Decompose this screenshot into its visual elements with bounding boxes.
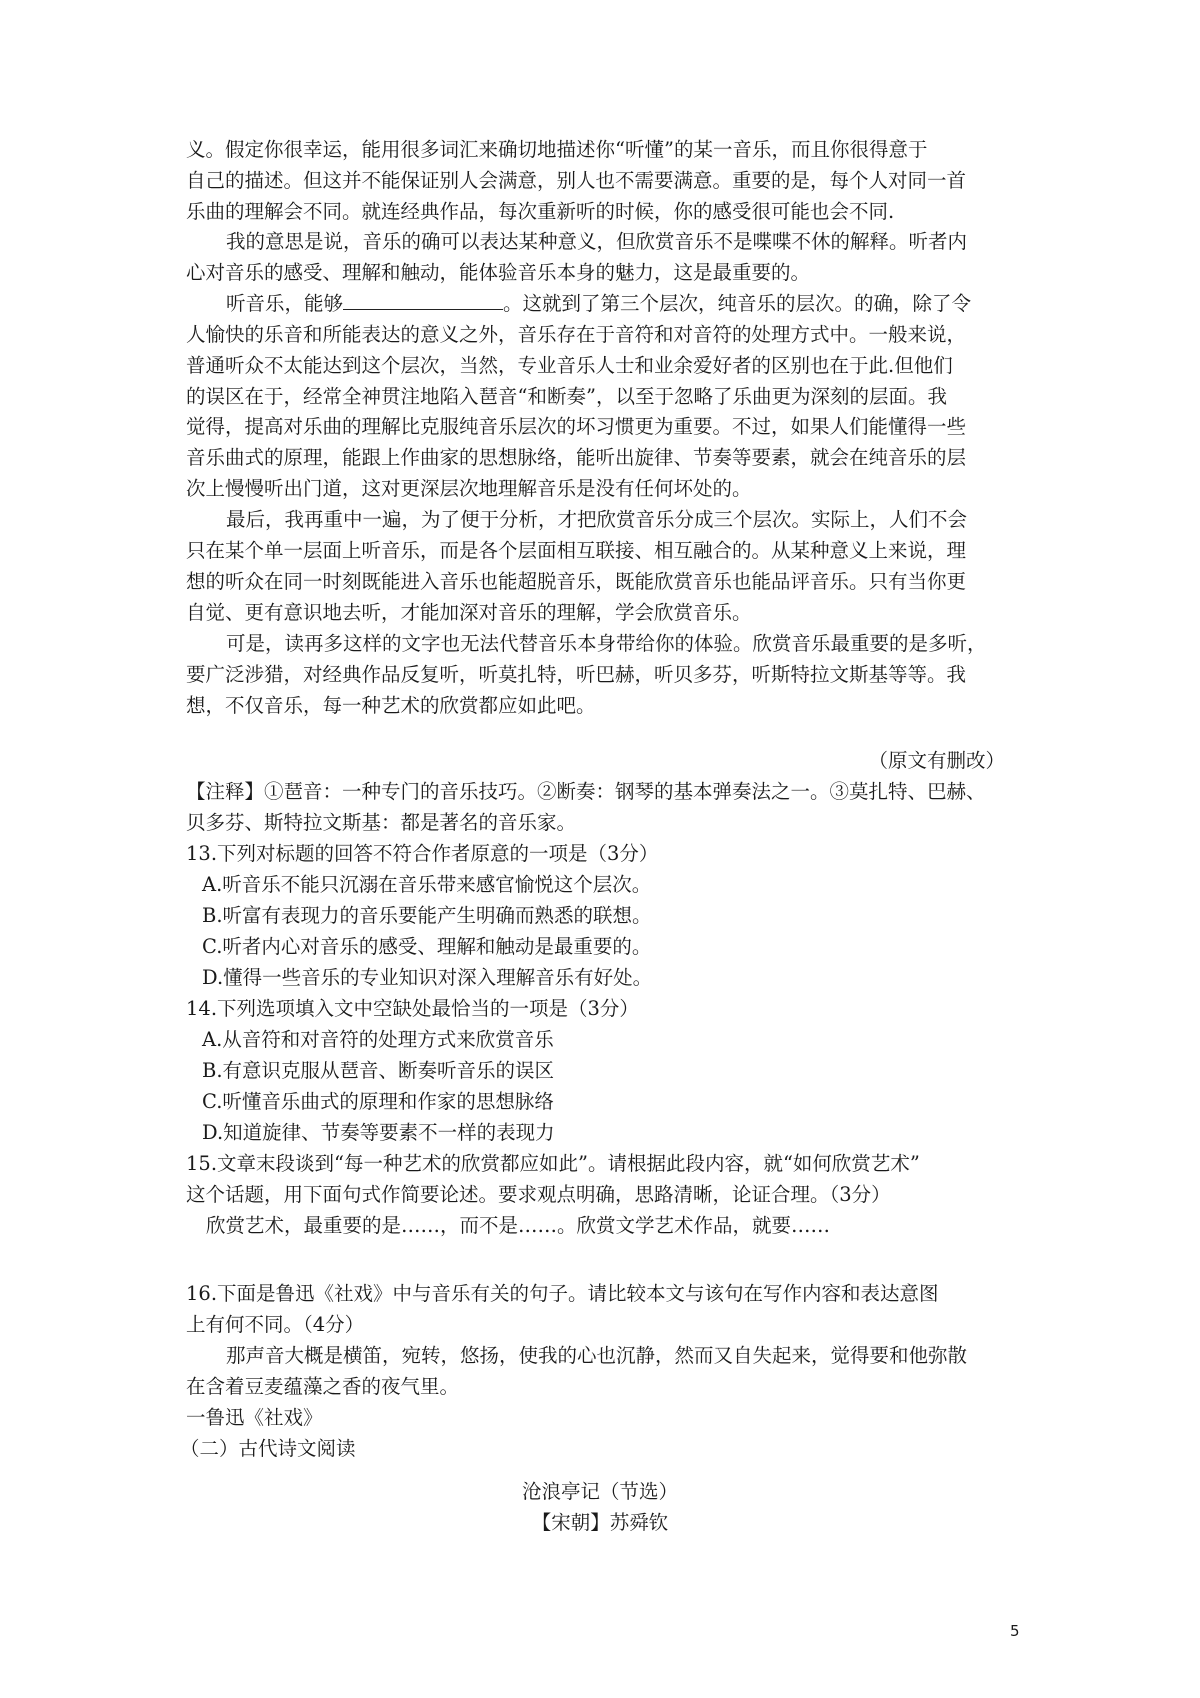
passage-line: 乐曲的理解会不同。就连经典作品，每次重新听的时候，你的感受很可能也会不同.	[186, 200, 895, 223]
page-number: 5	[1010, 1622, 1020, 1640]
passage-line: 我的意思是说，音乐的确可以表达某种意义，但欣赏音乐不是喋喋不休的解释。听者内	[226, 230, 968, 253]
question-16-quote: 那声音大概是横笛，宛转，悠扬，使我的心也沉静，然而又自失起来，觉得要和他弥散	[226, 1344, 968, 1367]
passage-line: 义。假定你很幸运，能用很多词汇来确切地描述你“听懂”的某一音乐，而且你很得意于	[186, 138, 928, 161]
passage-line: 想的听众在同一时刻既能进入音乐也能超脱音乐，既能欣赏音乐也能品评音乐。只有当你更	[186, 570, 967, 593]
passage-text: 。这就到了第三个层次，纯音乐的层次。的确，除了令	[503, 292, 972, 315]
passage-line: 要广泛涉猎，对经典作品反复听，听莫扎特，听巴赫，听贝多芬，听斯特拉文斯基等等。我	[186, 663, 967, 686]
passage-line: 音乐曲式的原理，能跟上作曲家的思想脉络，能听出旋律、节奏等要素，就会在纯音乐的层	[186, 446, 967, 469]
question-14-option-a[interactable]: A.从音符和对音符的处理方式来欣赏音乐	[202, 1028, 554, 1051]
passage-line: 最后，我再重中一遍，为了便于分析，才把欣赏音乐分成三个层次。实际上，人们不会	[226, 508, 968, 531]
fill-in-blank[interactable]	[343, 291, 503, 310]
passage-line: 自觉、更有意识地去听，才能加深对音乐的理解，学会欣赏音乐。	[186, 601, 752, 624]
question-15-stem: 这个话题，用下面句式作简要论述。要求观点明确，思路清晰，论证合理。（3分）	[186, 1183, 891, 1206]
question-16-stem: 16.下面是鲁迅《社戏》中与音乐有关的句子。请比较本文与该句在写作内容和表达意图	[186, 1282, 939, 1305]
question-14-option-d[interactable]: D.知道旋律、节奏等要素不一样的表现力	[202, 1121, 555, 1144]
section-heading: （二）古代诗文阅读	[180, 1437, 356, 1460]
question-14-stem: 14.下列选项填入文中空缺处最恰当的一项是（3分）	[186, 997, 639, 1020]
passage-line: 可是，读再多这样的文字也无法代替音乐本身带给你的体验。欣赏音乐最重要的是多听，	[226, 632, 987, 655]
passage-line: 只在某个单一层面上听音乐，而是各个层面相互联接、相互融合的。从某种意义上来说，理	[186, 539, 967, 562]
question-16-stem: 上有何不同。（4分）	[186, 1313, 365, 1336]
source-note: （原文有删改）	[868, 749, 1005, 772]
question-14-option-b[interactable]: B.有意识克服从琶音、断奏听音乐的误区	[202, 1059, 555, 1082]
passage-line-with-blank	[226, 289, 971, 319]
question-13-option-a[interactable]: A.听音乐不能只沉溺在音乐带来感官愉悦这个层次。	[202, 873, 652, 896]
passage-line: 人愉快的乐音和所能表达的意义之外，音乐存在于音符和对音符的处理方式中。一般来说，	[186, 323, 967, 346]
question-13-option-d[interactable]: D.懂得一些音乐的专业知识对深入理解音乐有好处。	[202, 966, 653, 989]
passage-line: 心对音乐的感受、理解和触动，能体验音乐本身的魅力，这是最重要的。	[186, 261, 811, 284]
question-16-attribution: 一鲁迅《社戏》	[186, 1406, 323, 1429]
passage-line: 想，不仅音乐，每一种艺术的欣赏都应如此吧。	[186, 694, 596, 717]
section-title: 沧浪亭记（节选）	[521, 1480, 678, 1503]
passage-line: 自己的描述。但这并不能保证别人会满意，别人也不需要满意。重要的是，每个人对同一首	[186, 169, 967, 192]
question-13-stem: 13.下列对标题的回答不符合作者原意的一项是（3分）	[186, 842, 659, 865]
question-14-option-c[interactable]: C.听懂音乐曲式的原理和作家的思想脉络	[202, 1090, 554, 1113]
question-16-quote: 在含着豆麦蕴藻之香的夜气里。	[186, 1375, 460, 1398]
section-author: 【宋朝】苏舜钦	[531, 1511, 669, 1534]
question-15-stem: 15.文章末段谈到“每一种艺术的欣赏都应如此”。请根据此段内容，就“如何欣赏艺术”	[186, 1152, 920, 1175]
passage-text: 听音乐，能够	[226, 292, 344, 315]
question-15-sentence-template: 欣赏艺术，最重要的是……，而不是……。欣赏文学艺术作品，就要……	[206, 1214, 831, 1237]
annotation-line: 【注释】①琶音：一种专门的音乐技巧。②断奏：钢琴的基本弹奏法之一。③莫扎特、巴赫、	[186, 780, 986, 803]
question-13-option-b[interactable]: B.听富有表现力的音乐要能产生明确而熟悉的联想。	[202, 904, 652, 927]
annotation-line: 贝多芬、斯特拉文斯基：都是著名的音乐家。	[186, 811, 577, 834]
passage-line: 普通听众不太能达到这个层次，当然，专业音乐人士和业余爱好者的区别也在于此.但他们	[186, 354, 953, 377]
question-13-option-c[interactable]: C.听者内心对音乐的感受、理解和触动是最重要的。	[202, 935, 652, 958]
passage-line: 觉得，提高对乐曲的理解比克服纯音乐层次的坏习惯更为重要。不过，如果人们能懂得一些	[186, 415, 967, 438]
passage-line: 的误区在于，经常全神贯注地陷入琶音“和断奏”，以至于忽略了乐曲更为深刻的层面。我	[186, 385, 947, 408]
passage-line: 次上慢慢听出门道，这对更深层次地理解音乐是没有任何坏处的。	[186, 477, 752, 500]
